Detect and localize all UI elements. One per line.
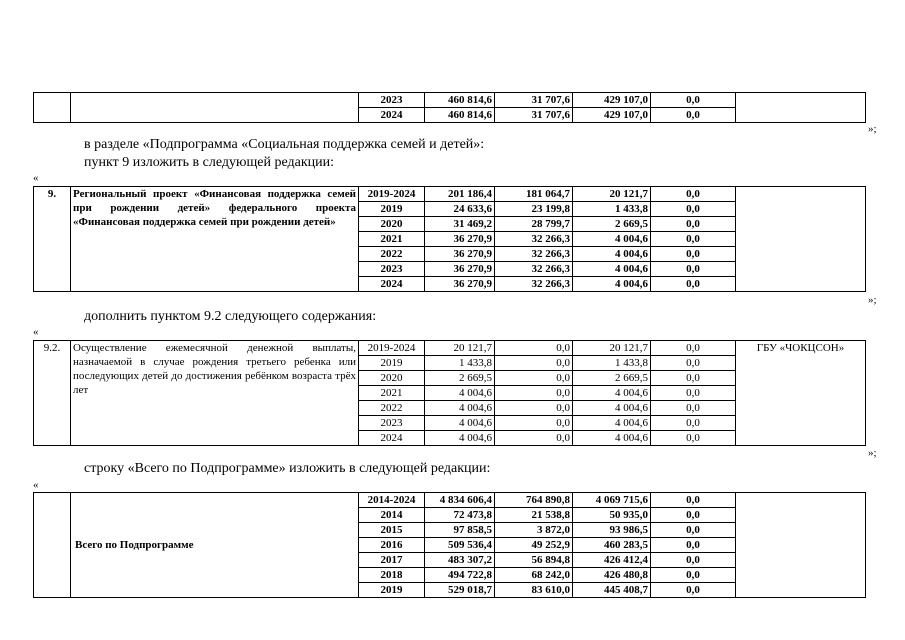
regional-cell: 93 986,5 xyxy=(573,523,651,538)
federal-cell: 0,0 xyxy=(495,401,573,416)
federal-cell: 0,0 xyxy=(495,416,573,431)
total-cell: 72 473,8 xyxy=(425,508,495,523)
regional-cell: 1 433,8 xyxy=(573,356,651,371)
regional-cell: 4 004,6 xyxy=(573,232,651,247)
year-cell: 2020 xyxy=(359,371,425,386)
total-cell: 36 270,9 xyxy=(425,277,495,292)
other-cell: 0,0 xyxy=(651,217,736,232)
open-quote-2: « xyxy=(33,172,39,184)
year-cell: 2019-2024 xyxy=(359,187,425,202)
table-row xyxy=(34,341,866,356)
other-cell: 0,0 xyxy=(651,523,736,538)
total-cell: 4 004,6 xyxy=(425,431,495,446)
year-cell: 2019-2024 xyxy=(359,341,425,356)
year-cell: 2019 xyxy=(359,583,425,598)
open-quote-4: « xyxy=(33,479,39,491)
item-number-cell xyxy=(34,493,71,598)
year-cell: 2020 xyxy=(359,217,425,232)
year-cell: 2024 xyxy=(359,277,425,292)
year-cell: 2018 xyxy=(359,568,425,583)
regional-cell: 2 669,5 xyxy=(573,371,651,386)
item-number-cell xyxy=(34,93,71,123)
other-cell: 0,0 xyxy=(651,356,736,371)
regional-cell: 4 004,6 xyxy=(573,431,651,446)
federal-cell: 28 799,7 xyxy=(495,217,573,232)
year-cell: 2024 xyxy=(359,431,425,446)
table-row xyxy=(34,93,866,108)
total-cell: 529 018,7 xyxy=(425,583,495,598)
federal-cell: 56 894,8 xyxy=(495,553,573,568)
other-cell: 0,0 xyxy=(651,93,736,108)
federal-cell: 32 266,3 xyxy=(495,232,573,247)
item-number-cell: 9. xyxy=(34,187,71,292)
table-total xyxy=(33,492,866,598)
federal-cell: 68 242,0 xyxy=(495,568,573,583)
other-cell: 0,0 xyxy=(651,416,736,431)
federal-cell: 764 890,8 xyxy=(495,493,573,508)
other-cell: 0,0 xyxy=(651,508,736,523)
regional-cell: 20 121,7 xyxy=(573,341,651,356)
federal-cell: 21 538,8 xyxy=(495,508,573,523)
other-cell: 0,0 xyxy=(651,247,736,262)
item-description-cell: Всего по Подпрограмме xyxy=(71,493,359,598)
other-cell: 0,0 xyxy=(651,232,736,247)
year-cell: 2015 xyxy=(359,523,425,538)
year-cell: 2021 xyxy=(359,386,425,401)
other-cell: 0,0 xyxy=(651,202,736,217)
total-cell: 24 633,6 xyxy=(425,202,495,217)
federal-cell: 32 266,3 xyxy=(495,262,573,277)
paragraph-total: строку «Всего по Подпрограмме» изложить в следующей редакции: xyxy=(84,461,491,476)
item-number-cell: 9.2. xyxy=(34,341,71,446)
regional-cell: 460 283,5 xyxy=(573,538,651,553)
federal-cell: 49 252,9 xyxy=(495,538,573,553)
year-cell: 2022 xyxy=(359,247,425,262)
paragraph-item-9: пункт 9 изложить в следующей редакции: xyxy=(84,155,334,170)
year-cell: 2023 xyxy=(359,262,425,277)
other-cell: 0,0 xyxy=(651,553,736,568)
regional-cell: 4 004,6 xyxy=(573,386,651,401)
federal-cell: 0,0 xyxy=(495,431,573,446)
regional-cell: 4 004,6 xyxy=(573,247,651,262)
regional-cell: 4 004,6 xyxy=(573,401,651,416)
executor-cell: ГБУ «ЧОКЦСОН» xyxy=(736,341,866,446)
year-cell: 2019 xyxy=(359,202,425,217)
year-cell: 2017 xyxy=(359,553,425,568)
other-cell: 0,0 xyxy=(651,538,736,553)
federal-cell: 32 266,3 xyxy=(495,277,573,292)
year-cell: 2022 xyxy=(359,401,425,416)
federal-cell: 23 199,8 xyxy=(495,202,573,217)
regional-cell: 20 121,7 xyxy=(573,187,651,202)
year-cell: 2016 xyxy=(359,538,425,553)
total-cell: 509 536,4 xyxy=(425,538,495,553)
total-cell: 4 004,6 xyxy=(425,386,495,401)
other-cell: 0,0 xyxy=(651,401,736,416)
open-quote-3: « xyxy=(33,326,39,338)
total-cell: 460 814,6 xyxy=(425,93,495,108)
executor-cell xyxy=(736,93,866,123)
total-cell: 2 669,5 xyxy=(425,371,495,386)
total-cell: 36 270,9 xyxy=(425,262,495,277)
regional-cell: 2 669,5 xyxy=(573,217,651,232)
total-cell: 4 834 606,4 xyxy=(425,493,495,508)
other-cell: 0,0 xyxy=(651,277,736,292)
item-description-cell: Осуществление ежемесячной денежной выплаты, назначаемой в случае рождения третьего ребенка или последующих детей до достижения ребёнком возраста трёх лет xyxy=(71,341,359,446)
close-quote-3: »; xyxy=(868,447,877,459)
federal-cell: 0,0 xyxy=(495,356,573,371)
year-cell: 2019 xyxy=(359,356,425,371)
other-cell: 0,0 xyxy=(651,386,736,401)
other-cell: 0,0 xyxy=(651,568,736,583)
paragraph-item-9-2: дополнить пунктом 9.2 следующего содержания: xyxy=(84,309,377,324)
regional-cell: 50 935,0 xyxy=(573,508,651,523)
regional-cell: 4 069 715,6 xyxy=(573,493,651,508)
federal-cell: 181 064,7 xyxy=(495,187,573,202)
table-item-9-2 xyxy=(33,340,866,446)
other-cell: 0,0 xyxy=(651,341,736,356)
table-row xyxy=(34,187,866,202)
regional-cell: 426 412,4 xyxy=(573,553,651,568)
regional-cell: 429 107,0 xyxy=(573,108,651,123)
total-cell: 97 858,5 xyxy=(425,523,495,538)
year-cell: 2024 xyxy=(359,108,425,123)
regional-cell: 426 480,8 xyxy=(573,568,651,583)
table-item-9 xyxy=(33,186,866,292)
federal-cell: 0,0 xyxy=(495,386,573,401)
federal-cell: 31 707,6 xyxy=(495,108,573,123)
total-cell: 460 814,6 xyxy=(425,108,495,123)
total-cell: 31 469,2 xyxy=(425,217,495,232)
regional-cell: 429 107,0 xyxy=(573,93,651,108)
total-cell: 201 186,4 xyxy=(425,187,495,202)
regional-cell: 4 004,6 xyxy=(573,277,651,292)
federal-cell: 83 610,0 xyxy=(495,583,573,598)
other-cell: 0,0 xyxy=(651,431,736,446)
regional-cell: 4 004,6 xyxy=(573,262,651,277)
other-cell: 0,0 xyxy=(651,371,736,386)
regional-cell: 4 004,6 xyxy=(573,416,651,431)
federal-cell: 0,0 xyxy=(495,371,573,386)
federal-cell: 0,0 xyxy=(495,341,573,356)
year-cell: 2023 xyxy=(359,93,425,108)
total-cell: 494 722,8 xyxy=(425,568,495,583)
table-row xyxy=(34,493,866,508)
total-cell: 36 270,9 xyxy=(425,247,495,262)
year-cell: 2014-2024 xyxy=(359,493,425,508)
total-cell: 1 433,8 xyxy=(425,356,495,371)
close-quote-2: »; xyxy=(868,294,877,306)
item-description-cell: Региональный проект «Финансовая поддержка семей при рождении детей» федерального проекта «Финансовая поддержка семей при рождении детей» xyxy=(71,187,359,292)
regional-cell: 1 433,8 xyxy=(573,202,651,217)
year-cell: 2023 xyxy=(359,416,425,431)
other-cell: 0,0 xyxy=(651,187,736,202)
other-cell: 0,0 xyxy=(651,493,736,508)
year-cell: 2021 xyxy=(359,232,425,247)
executor-cell xyxy=(736,187,866,292)
close-quote-1: »; xyxy=(868,123,877,135)
table-continuation xyxy=(33,92,866,123)
other-cell: 0,0 xyxy=(651,262,736,277)
other-cell: 0,0 xyxy=(651,108,736,123)
total-cell: 36 270,9 xyxy=(425,232,495,247)
other-cell: 0,0 xyxy=(651,583,736,598)
executor-cell xyxy=(736,493,866,598)
regional-cell: 445 408,7 xyxy=(573,583,651,598)
federal-cell: 3 872,0 xyxy=(495,523,573,538)
item-description-cell xyxy=(71,93,359,123)
federal-cell: 31 707,6 xyxy=(495,93,573,108)
paragraph-section: в разделе «Подпрограмма «Социальная поддержка семей и детей»: xyxy=(84,137,485,152)
total-cell: 20 121,7 xyxy=(425,341,495,356)
total-cell: 4 004,6 xyxy=(425,416,495,431)
year-cell: 2014 xyxy=(359,508,425,523)
total-cell: 4 004,6 xyxy=(425,401,495,416)
federal-cell: 32 266,3 xyxy=(495,247,573,262)
total-cell: 483 307,2 xyxy=(425,553,495,568)
